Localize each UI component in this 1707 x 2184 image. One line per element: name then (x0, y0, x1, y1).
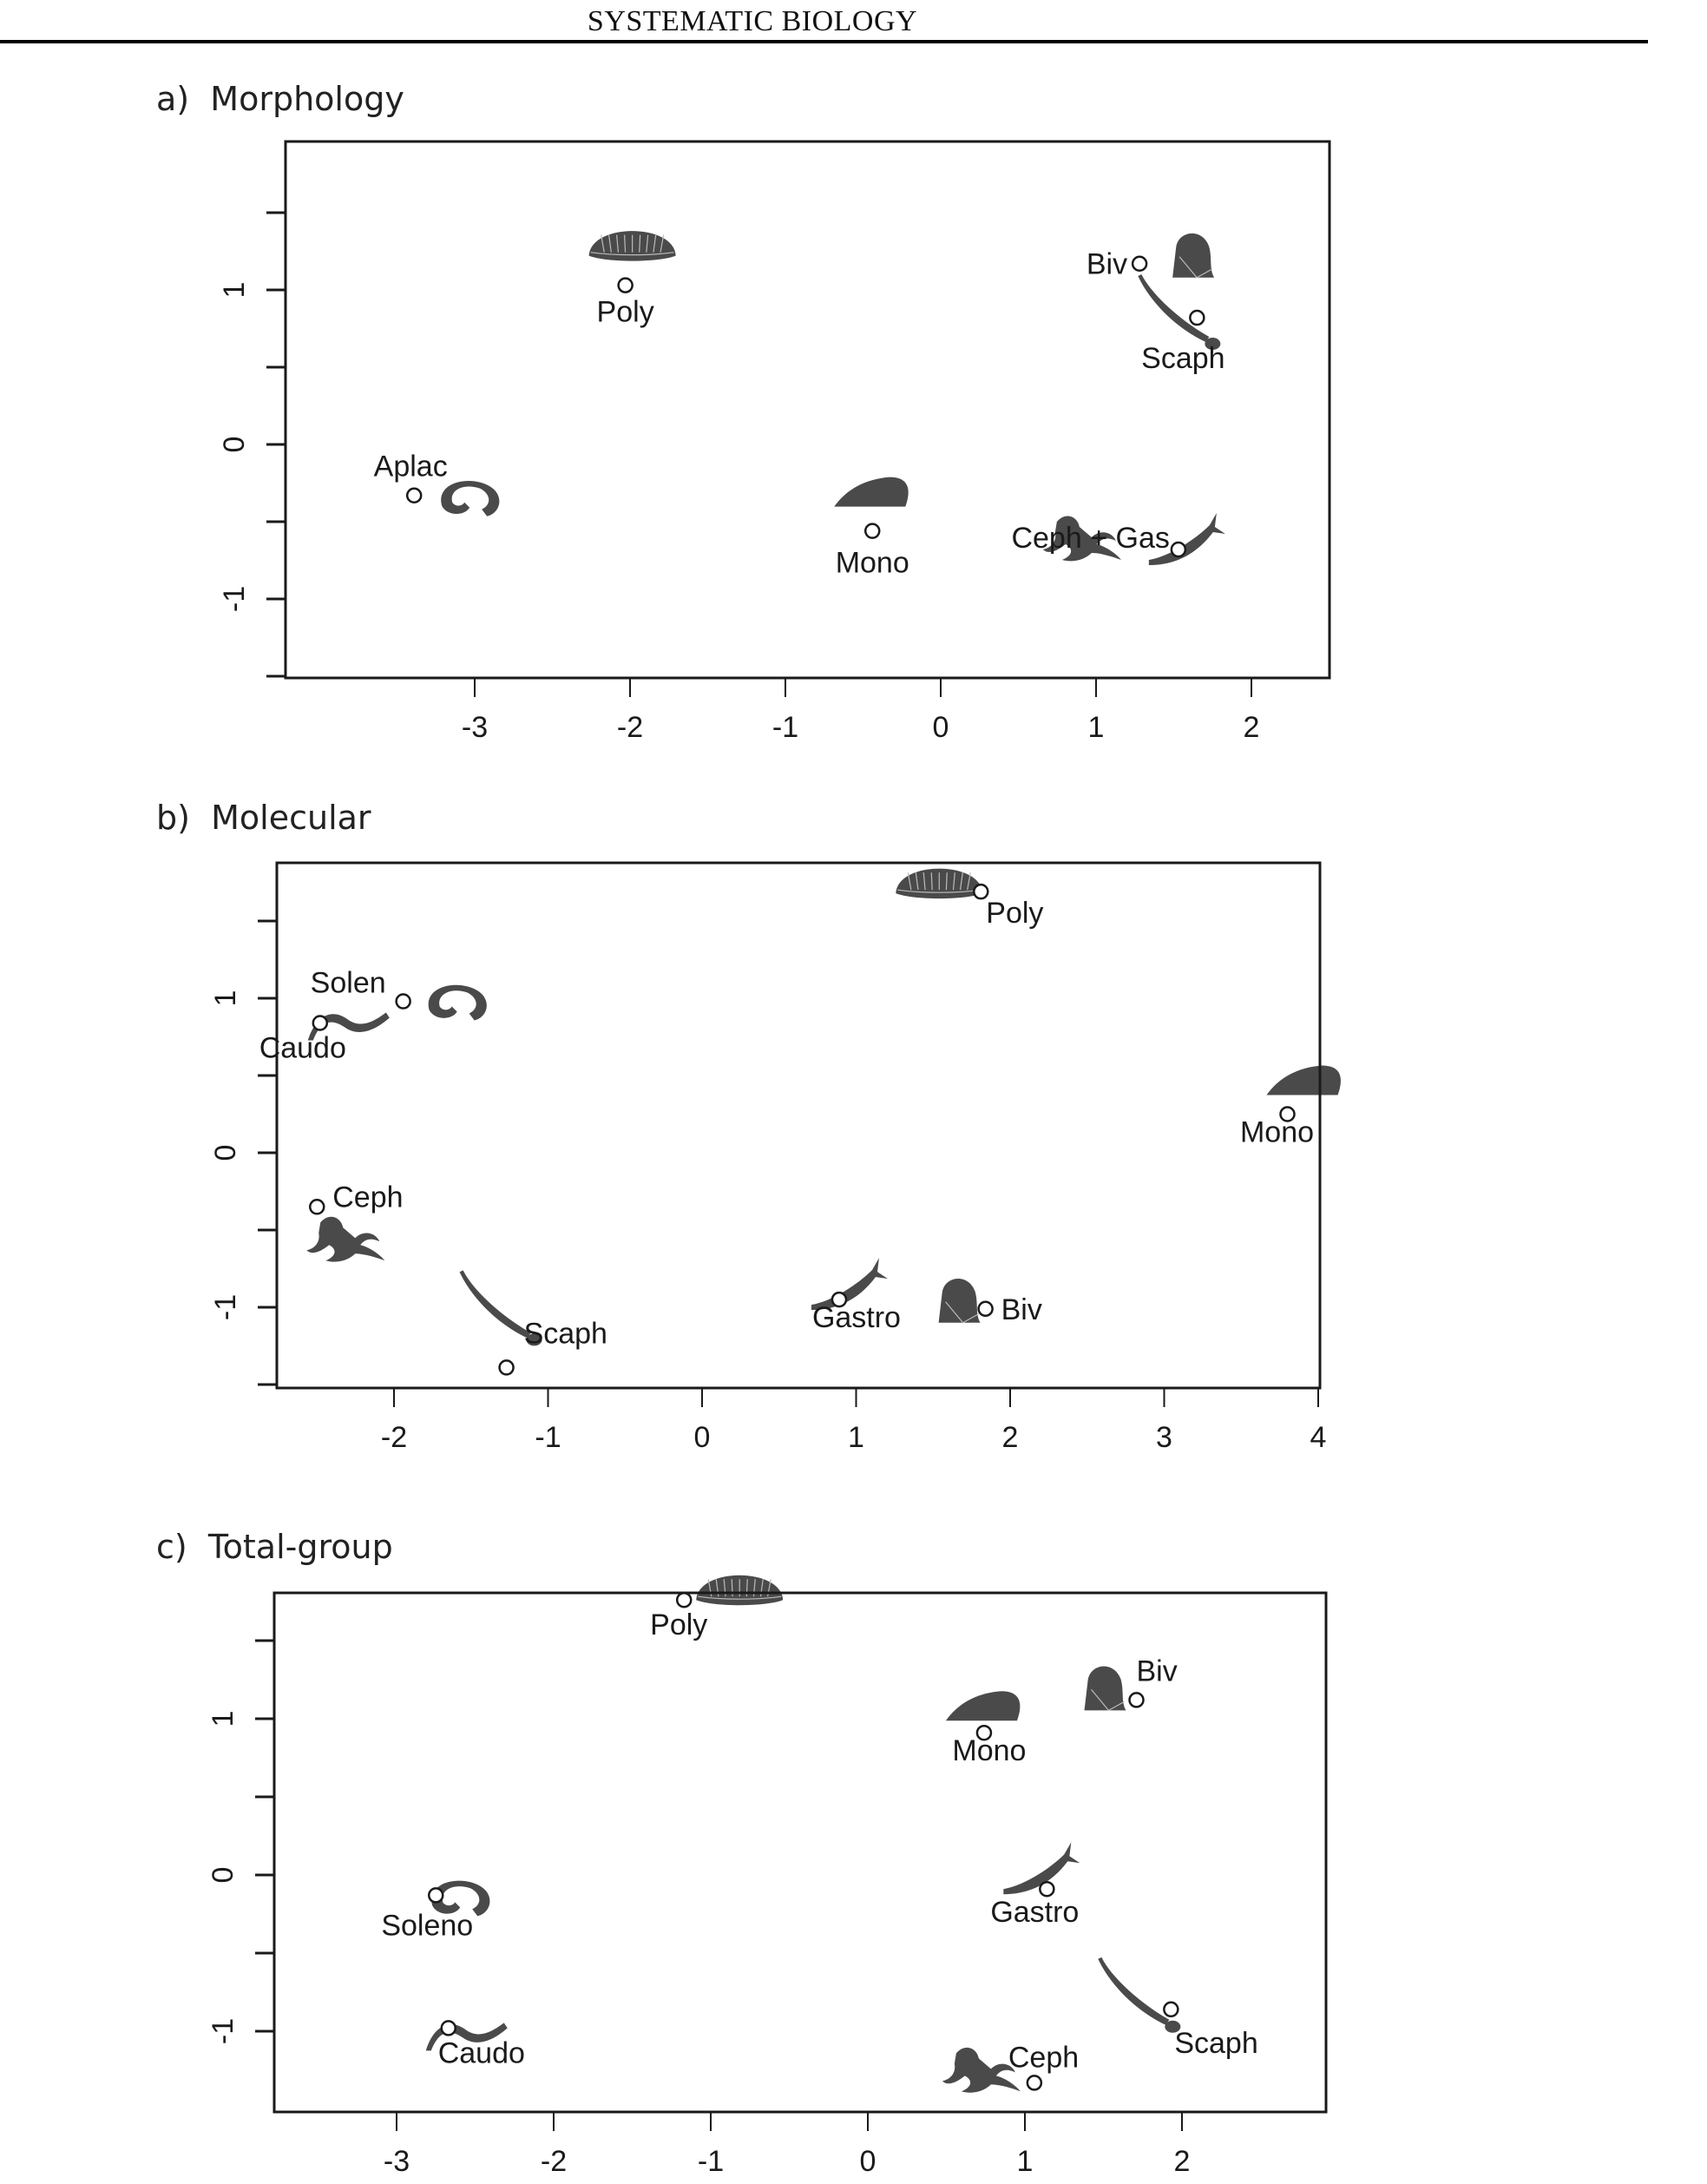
x-tick-label: -1 (697, 2145, 725, 2178)
scaphopod-icon (1138, 274, 1220, 350)
panel-a-label: Morphology (210, 80, 404, 118)
polyplacophoran-chiton-icon (589, 231, 676, 261)
data-point (310, 1200, 324, 1214)
data-point (1130, 1693, 1144, 1707)
plot-molecular (209, 863, 1341, 1454)
point-label: Caudo (437, 2036, 525, 2070)
data-point (677, 1593, 691, 1607)
x-tick-label: 4 (1310, 1421, 1327, 1454)
monoplacophoran-icon (834, 477, 908, 507)
bivalve-icon (1085, 1667, 1126, 1711)
point-label: Poly (596, 295, 654, 329)
polyplacophoran-chiton-icon (896, 869, 982, 898)
plot-frame (286, 141, 1329, 678)
point-label: Mono (952, 1734, 1027, 1768)
point-label: Solen (310, 966, 386, 1000)
point-label: Scaph (1174, 2026, 1258, 2060)
y-tick-label: 1 (209, 990, 242, 1007)
data-point (1027, 2075, 1041, 2089)
panel-a-letter: a) (156, 80, 190, 118)
point-label: Mono (835, 546, 909, 580)
aplacophoran-icon (441, 481, 499, 516)
y-tick-label: -1 (207, 2017, 240, 2045)
x-tick-label: 3 (1156, 1421, 1172, 1454)
point-label: Poly (986, 897, 1044, 931)
y-tick-label: 1 (207, 1710, 240, 1727)
x-tick-label: 2 (1173, 2145, 1191, 2178)
scaphopod-icon (1098, 1957, 1180, 2033)
point-label: Soleno (381, 1909, 474, 1943)
x-tick-label: 0 (693, 1421, 711, 1454)
x-tick-label: 2 (1001, 1421, 1019, 1454)
x-tick-label: -2 (380, 1421, 408, 1454)
x-tick-label: -2 (540, 2145, 568, 2178)
x-tick-label: -2 (616, 711, 644, 744)
data-point (979, 1302, 993, 1316)
point-label: Ceph (1008, 2041, 1080, 2075)
x-tick-label: -3 (461, 711, 489, 744)
point-label: Scaph (523, 1317, 607, 1351)
polyplacophoran-chiton-icon (696, 1576, 783, 1606)
point-label: Biv (1001, 1293, 1042, 1326)
point-label: Poly (650, 1608, 708, 1642)
point-label: Biv (1136, 1654, 1178, 1688)
plot-total-group (207, 1576, 1326, 2178)
monoplacophoran-icon (1267, 1066, 1341, 1095)
panel-b-label: Molecular (211, 799, 371, 837)
x-tick-label: 0 (932, 711, 949, 744)
monoplacophoran-icon (946, 1691, 1020, 1720)
point-label: Scaph (1141, 342, 1225, 376)
solenogaster-icon (429, 985, 487, 1021)
data-point (1164, 2003, 1178, 2016)
point-label: Aplac (373, 450, 448, 484)
y-tick-label: 1 (218, 281, 251, 299)
y-tick-label: 0 (218, 436, 251, 453)
point-label: Gastro (990, 1896, 1080, 1930)
x-tick-label: 1 (848, 1421, 864, 1454)
y-tick-label: -1 (218, 585, 251, 613)
panel-c-label: Total-group (207, 1528, 393, 1566)
x-tick-label: -1 (771, 711, 799, 744)
panel-c-letter: c) (156, 1528, 187, 1566)
point-label: Biv (1086, 247, 1128, 281)
x-tick-label: 2 (1243, 711, 1260, 744)
x-tick-label: 1 (1016, 2145, 1034, 2178)
plot-frame (277, 863, 1320, 1388)
data-point (429, 1888, 443, 1902)
bivalve-icon (939, 1279, 981, 1323)
cephalopod-icon (306, 1217, 384, 1262)
plot-morphology (218, 141, 1329, 744)
bivalve-icon (1172, 234, 1214, 278)
data-point (1133, 257, 1146, 271)
point-label: Mono (1239, 1115, 1315, 1149)
data-point (397, 995, 410, 1009)
point-label: Ceph (332, 1181, 404, 1214)
data-point (442, 2021, 456, 2035)
data-point (407, 489, 421, 503)
data-point (313, 1016, 327, 1030)
data-point (1190, 311, 1204, 325)
data-point (865, 524, 879, 538)
x-tick-label: 1 (1087, 711, 1105, 744)
point-label: Gastro (811, 1301, 901, 1335)
data-point (1040, 1882, 1054, 1896)
point-label: Caudo (259, 1031, 346, 1065)
data-point (1172, 543, 1185, 556)
data-point (500, 1360, 514, 1374)
y-tick-label: 0 (209, 1144, 242, 1161)
x-tick-label: 0 (859, 2145, 876, 2178)
panel-b-letter: b) (156, 799, 190, 837)
x-tick-label: -1 (535, 1421, 561, 1454)
x-tick-label: -3 (383, 2145, 410, 2178)
point-label: Ceph + Gas (1011, 522, 1170, 556)
data-point (619, 279, 633, 293)
running-head: SYSTEMATIC BIOLOGY (587, 5, 918, 37)
y-tick-label: 0 (207, 1866, 240, 1884)
y-tick-label: -1 (209, 1293, 242, 1321)
